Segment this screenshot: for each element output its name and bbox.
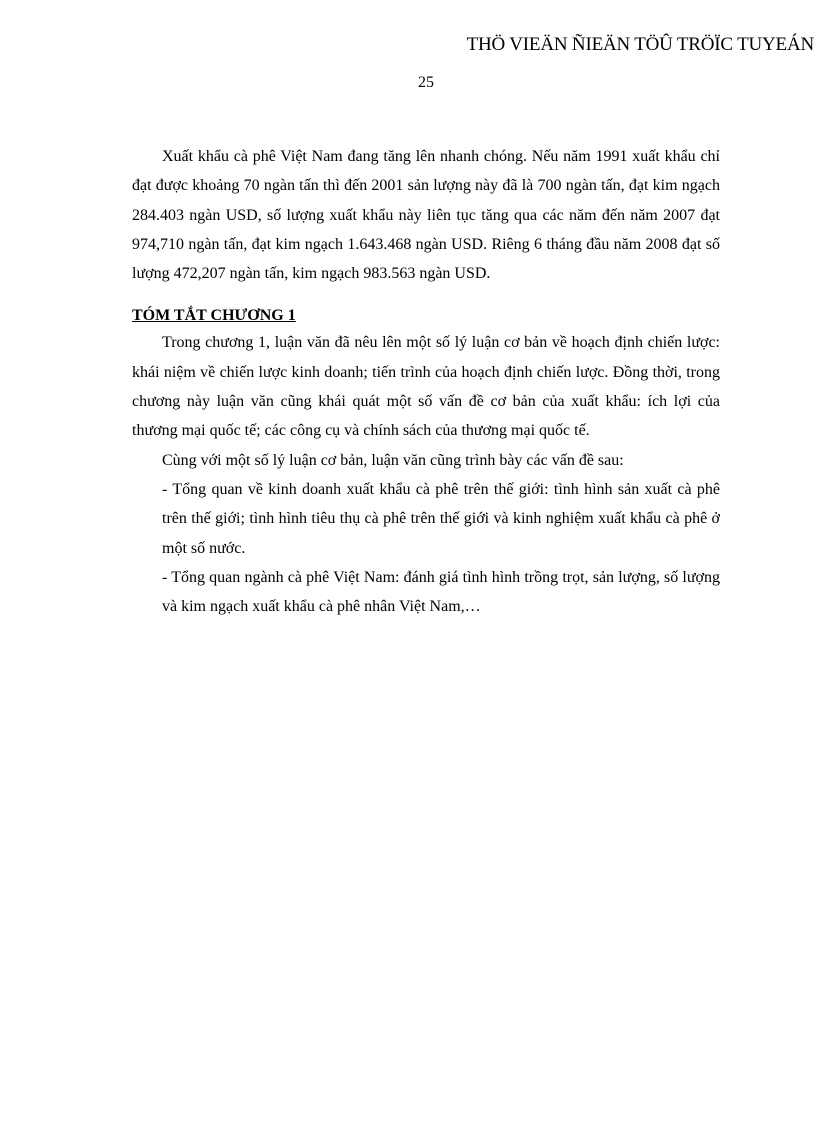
page-number: 25: [418, 74, 434, 91]
list-item-vietnam-coffee: - Tổng quan ngành cà phê Việt Nam: đánh giá tình hình trồng trọt, sản lượng, số lượng và kim ngạch xuất khẩu cà phê nhân Việt Nam,…: [162, 568, 720, 616]
library-header: THÖ VIEÄN ÑIEÄN TÖÛ TRÖÏC TUYEÁN: [466, 34, 814, 55]
paragraph-coffee-exports: Xuất khẩu cà phê Việt Nam đang tăng lên nhanh chóng. Nếu năm 1991 xuất khẩu chỉ đạt được khoảng 70 ngàn tấn thì đến 2001 sản lượng này đã là 700 ngàn tấn, đạt kim ngạch 284.403 ngàn USD, số lượng xuất khẩu này liên tục tăng qua các năm đến năm 2007 đạt 974,710 ngàn tấn, đạt kim ngạch 1.643.468 ngàn USD. Riêng 6 tháng đầu năm 2008 đạt số lượng 472,207 ngàn tấn, kim ngạch 983.563 ngàn USD.: [132, 148, 720, 283]
document-body: [132, 142, 720, 621]
paragraph-intro-list: Cùng với một số lý luận cơ bản, luận văn cũng trình bày các vấn đề sau:: [162, 451, 624, 469]
section-heading: TÓM TẮT CHƯƠNG 1: [132, 307, 296, 325]
list-item-world-coffee: - Tổng quan về kinh doanh xuất khẩu cà phê trên thế giới: tình hình sản xuất cà phê trên thế giới; tình hình tiêu thụ cà phê trên thế giới và kinh nghiệm xuất khẩu cà phê ở một số nước.: [162, 480, 720, 557]
paragraph-chapter-summary: Trong chương 1, luận văn đã nêu lên một số lý luận cơ bản về hoạch định chiến lược: khái niệm về chiến lược kinh doanh; tiến trình của hoạch định chiến lược. Đồng thời, trong chương này luận văn cũng khái quát một số vấn đề cơ bản của xuất khẩu: ích lợi của thương mại quốc tế; các công cụ và chính sách của thương mại quốc tế.: [132, 334, 720, 440]
